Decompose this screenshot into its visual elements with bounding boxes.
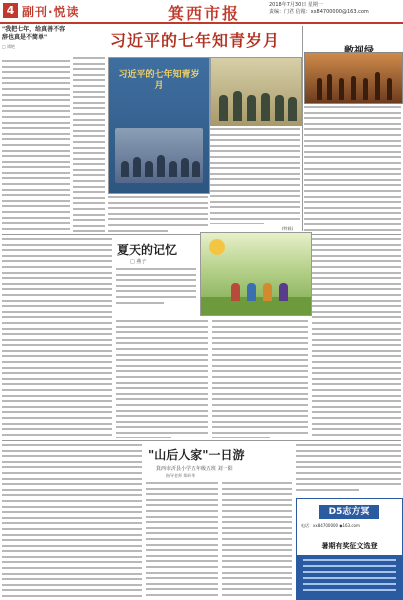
right-column-body [312,238,401,438]
feature-body-2 [108,196,208,232]
ad-headline: 暑期有奖征文选登 [321,542,378,550]
lead-byline: □ 谭艳 [2,44,16,49]
column-divider [302,26,303,231]
lead-story [2,26,70,56]
mountain-teacher: 指导老师 郑岭华 [166,473,196,478]
summer-memory-title: 夏天的记忆 [117,243,178,257]
lead-headline: "我把七年，给真善不容辞也真是不简单" [2,26,66,41]
header-meta [269,2,399,16]
ad-band [297,555,402,599]
mountain-title: "山后人家"一日游 [148,448,245,462]
mountain-body-left [2,444,142,598]
mountain-body-mid [146,482,218,598]
sidebar-body [304,106,401,232]
summer-memory-author: □ 燕子 [130,259,147,265]
summer-body-2 [212,320,308,438]
group-photo [210,57,302,126]
ad-box [296,498,403,600]
page-header [0,0,403,24]
mountain-subtitle: 箕西市沂县小学五年级五班 刘一阳 [156,466,233,472]
painting-image [304,52,403,104]
summer-intro [116,268,196,316]
feature-body [210,128,300,224]
crowd-photo [115,128,203,183]
feature-caption: (特载) [282,226,294,231]
feature-title: 习近平的七年知青岁月 [110,31,281,50]
mountain-body-far-right [296,444,401,496]
lead-story-body-2 [73,57,105,232]
masthead: 箕西市报 [168,4,241,23]
book-cover-title: 习近平的七年知青岁月 [118,70,200,91]
lead-story-body [2,60,70,232]
ad-info: 电话：xx84700000 ◆163.com [301,523,360,528]
book-cover-image [108,57,210,194]
issue-date: 2018年7月30日 星期一 [269,2,323,8]
summer-body [116,320,208,438]
ad-logo: D5志方冥 [319,505,379,519]
summer-illustration [200,232,312,316]
editor-name: 责编：门君 [269,9,295,15]
page-number: 4 [3,3,18,18]
section-divider-2 [2,440,401,441]
left-column-body [2,238,112,438]
section-title: 副刊·悦读 [22,5,80,19]
mountain-body-right [222,482,292,598]
editor-email: 信箱：xx84700000@163.com [295,9,369,15]
